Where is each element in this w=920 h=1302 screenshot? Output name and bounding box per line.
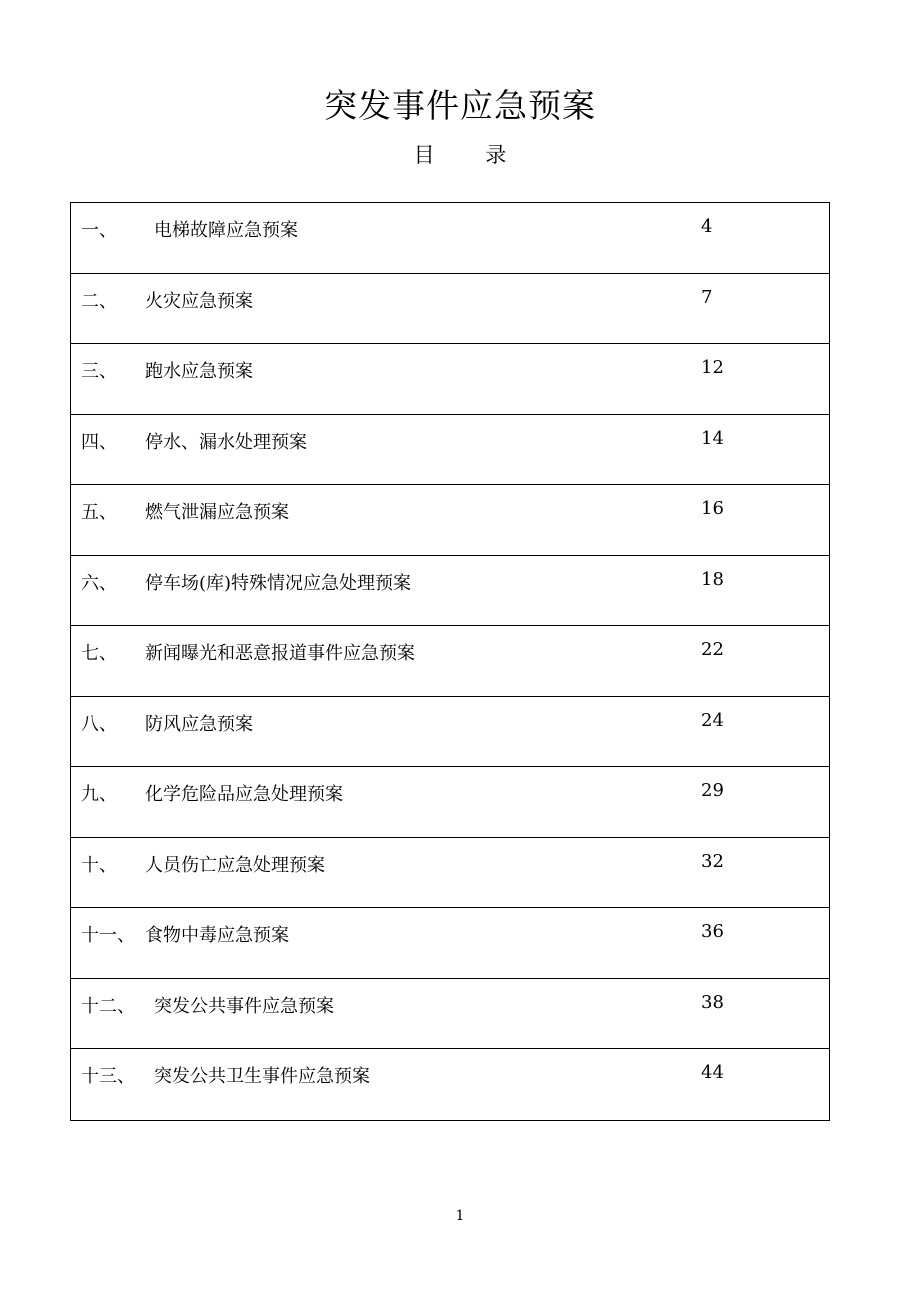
toc-row-page: 14 (701, 427, 724, 449)
toc-row-page: 44 (701, 1062, 724, 1083)
toc-row-title: 电梯故障应急预案 (154, 220, 298, 241)
toc-row-number: 十一、 (81, 925, 135, 946)
toc-heading-char-2: 录 (485, 143, 507, 167)
toc-row-title: 新闻曝光和恶意报道事件应急预案 (145, 643, 415, 664)
document-title: 突发事件应急预案 (324, 86, 596, 125)
toc-row-title: 跑水应急预案 (145, 361, 253, 382)
toc-row-title: 突发公共事件应急预案 (154, 995, 334, 1017)
page-number: 1 (455, 1208, 465, 1224)
toc-row-title: 停水、漏水处理预案 (145, 431, 307, 453)
toc-row-number: 五、 (81, 502, 117, 523)
toc-row-page: 29 (701, 780, 724, 801)
toc-row-page: 22 (701, 639, 724, 660)
toc-heading-char-1: 目 (413, 143, 435, 167)
toc-row-page: 18 (701, 568, 724, 590)
toc-row-page: 4 (701, 216, 713, 237)
toc-row-title: 化学危险品应急处理预案 (145, 784, 343, 805)
toc-row-title: 人员伤亡应急处理预案 (145, 854, 325, 876)
toc-row (71, 1049, 829, 1120)
toc-row (71, 979, 829, 1050)
toc-row-page: 24 (701, 709, 724, 731)
toc-row-title: 防风应急预案 (145, 713, 253, 735)
toc-row (71, 908, 829, 979)
toc-row-page: 38 (701, 991, 724, 1013)
toc-heading (0, 140, 920, 170)
toc-row-number: 三、 (81, 361, 117, 382)
toc-row-number: 十二、 (81, 995, 135, 1017)
toc-row-number: 一、 (81, 220, 117, 241)
toc-row-number: 八、 (81, 713, 117, 735)
toc-row (71, 556, 829, 627)
toc-row-number: 十、 (81, 854, 117, 876)
toc-row-number: 四、 (81, 431, 117, 453)
toc-row (71, 838, 829, 909)
toc-row-number: 六、 (81, 572, 117, 594)
toc-row (71, 697, 829, 768)
toc-row-title: 突发公共卫生事件应急预案 (154, 1066, 370, 1087)
toc-row-page: 32 (701, 850, 724, 872)
toc-row (71, 485, 829, 556)
toc-row-number: 七、 (81, 643, 117, 664)
toc-row-page: 7 (701, 286, 713, 308)
toc-row (71, 415, 829, 486)
toc-row-number: 二、 (81, 290, 117, 312)
toc-row-page: 36 (701, 921, 724, 942)
toc-row-page: 16 (701, 498, 724, 519)
toc-row (71, 344, 829, 415)
toc-row-number: 十三、 (81, 1066, 135, 1087)
toc-row (71, 274, 829, 345)
toc-row (71, 767, 829, 838)
toc-row (71, 626, 829, 697)
toc-row-title: 食物中毒应急预案 (145, 925, 289, 946)
toc-row-title: 燃气泄漏应急预案 (145, 502, 289, 523)
toc-row-title: 火灾应急预案 (145, 290, 253, 312)
toc-row-number: 九、 (81, 784, 117, 805)
toc-row-title: 停车场(库)特殊情况应急处理预案 (145, 572, 412, 594)
toc-table (70, 202, 830, 1121)
toc-row (71, 203, 829, 274)
toc-row-page: 12 (701, 357, 724, 378)
